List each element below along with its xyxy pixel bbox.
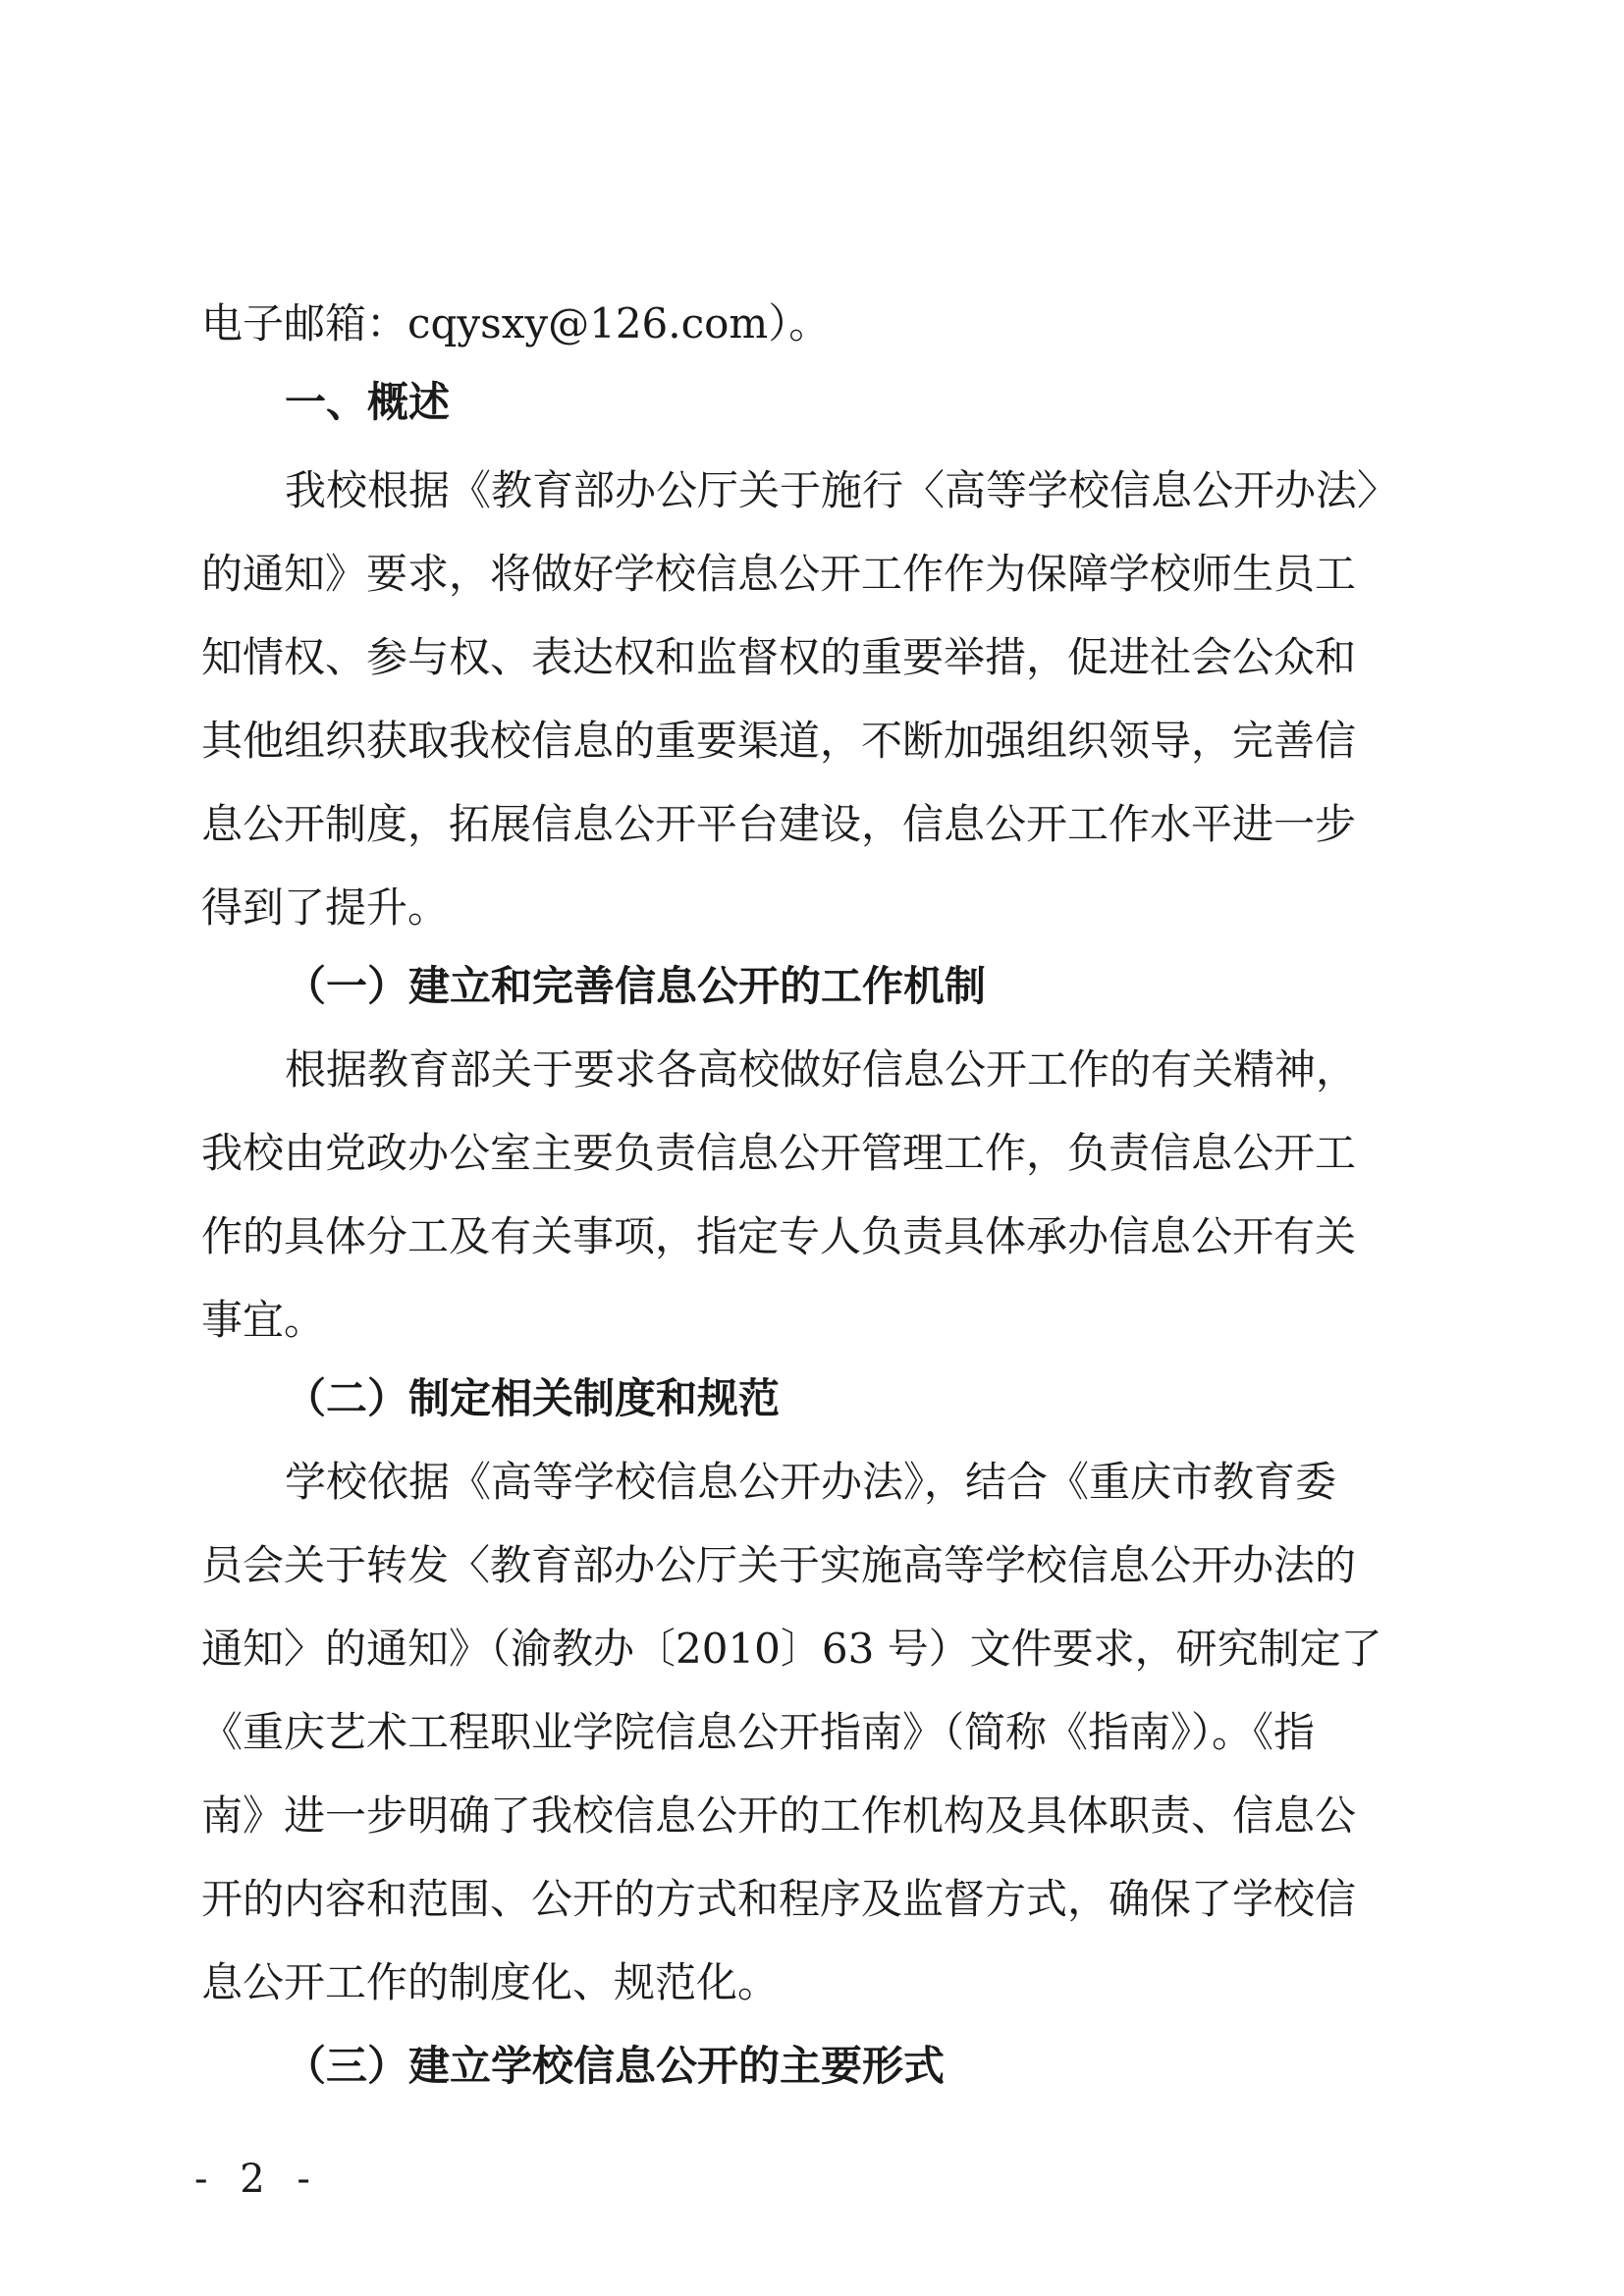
text-line: 作的具体分工及有关事项，指定专人负责具体承办信息公开有关: [201, 1212, 1357, 1260]
text-line: 根据教育部关于要求各高校做好信息公开工作的有关精神，: [285, 1045, 1358, 1094]
text-line: 南》进一步明确了我校信息公开的工作机构及具体职责、信息公: [201, 1791, 1357, 1840]
subsection-heading: （一）建立和完善信息公开的工作机制: [285, 962, 987, 1010]
text-line: 我校根据《教育部办公厅关于施行〈高等学校信息公开办法〉: [285, 466, 1399, 514]
text-line: 《重庆艺术工程职业学院信息公开指南》（简称《指南》）。《指: [201, 1708, 1316, 1756]
text-line: 通知〉的通知》（渝教办〔2010〕63 号）文件要求，研究制定了: [201, 1625, 1382, 1673]
text-line: 的通知》要求，将做好学校信息公开工作作为保障学校师生员工: [201, 550, 1357, 598]
text-line: 事宜。: [201, 1296, 326, 1344]
text-line: 学校依据《高等学校信息公开办法》，结合《重庆市教育委: [285, 1458, 1337, 1506]
section-heading: 一、概述: [285, 378, 451, 426]
text-line: 其他组织获取我校信息的重要渠道，不断加强组织领导，完善信: [201, 717, 1357, 765]
text-line: 员会关于转发〈教育部办公厅关于实施高等学校信息公开办法的: [201, 1541, 1357, 1589]
text-line: 我校由党政办公室主要负责信息公开管理工作，负责信息公开工: [201, 1129, 1357, 1177]
subsection-heading: （二）制定相关制度和规范: [285, 1374, 781, 1422]
text-line: 息公开工作的制度化、规范化。: [201, 1958, 780, 2006]
text-line: 息公开制度，拓展信息公开平台建设，信息公开工作水平进一步: [201, 800, 1357, 848]
text-line: 知情权、参与权、表达权和监督权的重要举措，促进社会公众和: [201, 633, 1357, 681]
page-number: - 2 -: [194, 2157, 320, 2202]
text-line: 开的内容和范围、公开的方式和程序及监督方式，确保了学校信: [201, 1875, 1357, 1923]
text-line: 电子邮箱：cqysxy@126.com）。: [201, 299, 831, 347]
subsection-heading: （三）建立学校信息公开的主要形式: [285, 2042, 946, 2090]
text-line: 得到了提升。: [201, 883, 450, 932]
